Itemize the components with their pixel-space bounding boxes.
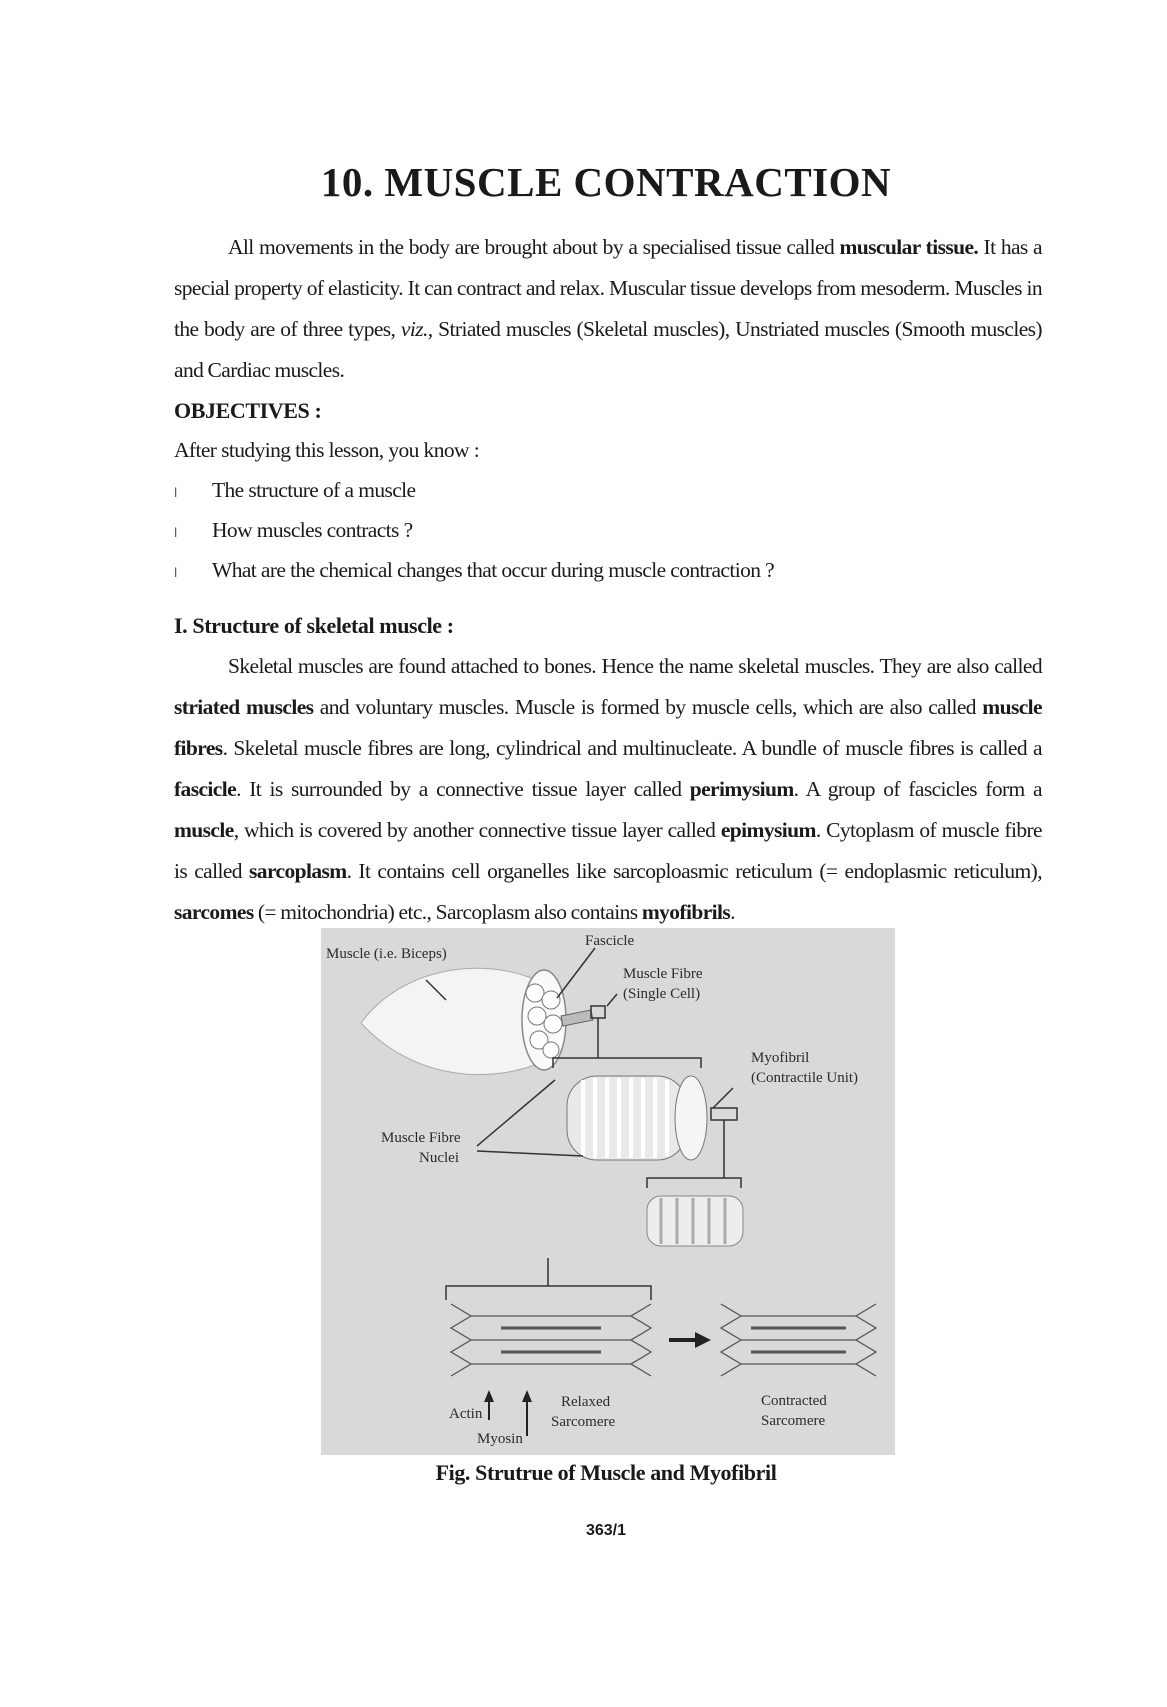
fibre-end xyxy=(675,1076,707,1160)
bullet-icon: l xyxy=(174,526,177,540)
para-text: (= mitochondria) etc., Sarcoplasm also contains xyxy=(253,900,642,924)
bold-term: fascicle xyxy=(174,777,237,801)
bold-term: sarcomes xyxy=(174,900,254,924)
label-nuclei: Nuclei xyxy=(419,1150,459,1166)
objectives-lead: After studying this lesson, you know : xyxy=(174,438,480,462)
label-contracted-sarcomere: Sarcomere xyxy=(761,1413,826,1429)
label-myosin: Myosin xyxy=(477,1431,523,1447)
objective-text: The structure of a muscle xyxy=(212,478,416,502)
bracket xyxy=(553,1058,701,1068)
para-text: . A group of fascicles form a xyxy=(793,777,1042,801)
bold-term: muscle xyxy=(174,818,234,842)
arrow-head-icon xyxy=(695,1332,711,1348)
pointer-line xyxy=(607,994,617,1006)
label-relaxed: Relaxed xyxy=(561,1394,611,1410)
label-fascicle: Fascicle xyxy=(585,933,635,949)
fibre-box xyxy=(591,1006,605,1018)
pointer-line xyxy=(477,1151,583,1156)
para-text: . Skeletal muscle fibres are long, cylindrical and multinucleate. A bundle of muscle fibres is called a xyxy=(222,736,1042,760)
page-title: 10. MUSCLE CONTRACTION xyxy=(320,159,892,205)
figure-caption: Fig. Strutrue of Muscle and Myofibril xyxy=(435,1460,777,1485)
muscle-figure xyxy=(321,928,895,1455)
para-text: Skeletal muscles are found attached to bones. Hence the name skeletal muscles. They are also called xyxy=(228,654,1042,678)
fascicle-circle xyxy=(542,991,560,1009)
contracted-sarcomere xyxy=(721,1304,876,1376)
pointer-line xyxy=(713,1088,733,1108)
bold-term: striated muscles xyxy=(174,695,314,719)
bold-term: epimysium xyxy=(720,818,816,842)
pointer-line xyxy=(557,948,595,998)
bold-term: sarcoplasm xyxy=(249,859,347,883)
fascicle-circle xyxy=(528,1007,546,1025)
label-contractile-unit: (Contractile Unit) xyxy=(751,1070,859,1086)
objective-text: How muscles contracts ? xyxy=(212,518,413,542)
bold-term: perimysium xyxy=(689,777,794,801)
para-text: . It is surrounded by a connective tissue layer called xyxy=(236,777,690,801)
label-contracted: Contracted xyxy=(761,1393,827,1409)
bracket xyxy=(647,1178,741,1188)
fascicle-circle xyxy=(526,984,544,1002)
page-number: 363/1 xyxy=(585,1522,627,1539)
fascicle-circle xyxy=(544,1015,562,1033)
intro-text-3: Striated muscles (Skeletal muscles), Unstriated muscles (Smooth muscles) and Cardiac muscles. xyxy=(174,317,1042,382)
arrow-head-icon xyxy=(484,1390,494,1402)
intro-paragraph xyxy=(174,227,1042,391)
para-text: . It contains cell organelles like sarcoploasmic reticulum (= endoplasmic reticulum), xyxy=(346,859,1042,883)
arrow-head-icon xyxy=(522,1390,532,1402)
bracket xyxy=(446,1286,651,1300)
objectives-heading: OBJECTIVES : xyxy=(174,398,322,423)
bold-term: myofibrils xyxy=(641,900,731,924)
label-muscle-fibre: Muscle Fibre xyxy=(623,966,703,982)
para-text: and voluntary muscles. Muscle is formed by muscle cells, which are also called xyxy=(313,695,983,719)
section-heading: I. Structure of skeletal muscle : xyxy=(174,613,454,638)
label-fibre-nuclei: Muscle Fibre xyxy=(381,1130,461,1146)
intro-text-1: All movements in the body are brought about by a specialised tissue called xyxy=(228,235,840,259)
section-paragraph xyxy=(174,646,1042,933)
bullet-icon: l xyxy=(174,566,177,580)
muscle-diagram xyxy=(321,928,895,1455)
para-text: . xyxy=(730,900,735,924)
para-text: . Cytoplasm of muscle fibre is called xyxy=(174,818,1042,883)
label-muscle: Muscle (i.e. Biceps) xyxy=(326,946,447,962)
pointer-line xyxy=(477,1080,555,1146)
bold-term: muscle fibres xyxy=(174,695,1042,760)
label-relaxed-sarcomere: Sarcomere xyxy=(551,1414,616,1430)
fascicle-circle xyxy=(543,1042,559,1058)
intro-italic-viz: viz., xyxy=(400,317,433,341)
objective-text: What are the chemical changes that occur during muscle contraction ? xyxy=(212,558,775,582)
myofibril-box xyxy=(711,1108,737,1120)
label-single-cell: (Single Cell) xyxy=(623,986,701,1002)
label-actin: Actin xyxy=(449,1406,483,1422)
relaxed-sarcomere xyxy=(451,1304,651,1376)
intro-text-2: It has a special property of elasticity. It can contract and relax. Muscular tissue develops from mesoderm. Muscles in the body are of three types, xyxy=(174,235,1042,341)
para-text: , which is covered by another connective tissue layer called xyxy=(233,818,721,842)
label-myofibril: Myofibril xyxy=(751,1050,810,1066)
intro-bold-muscular-tissue: muscular tissue. xyxy=(839,235,979,259)
bullet-icon: l xyxy=(174,486,177,500)
